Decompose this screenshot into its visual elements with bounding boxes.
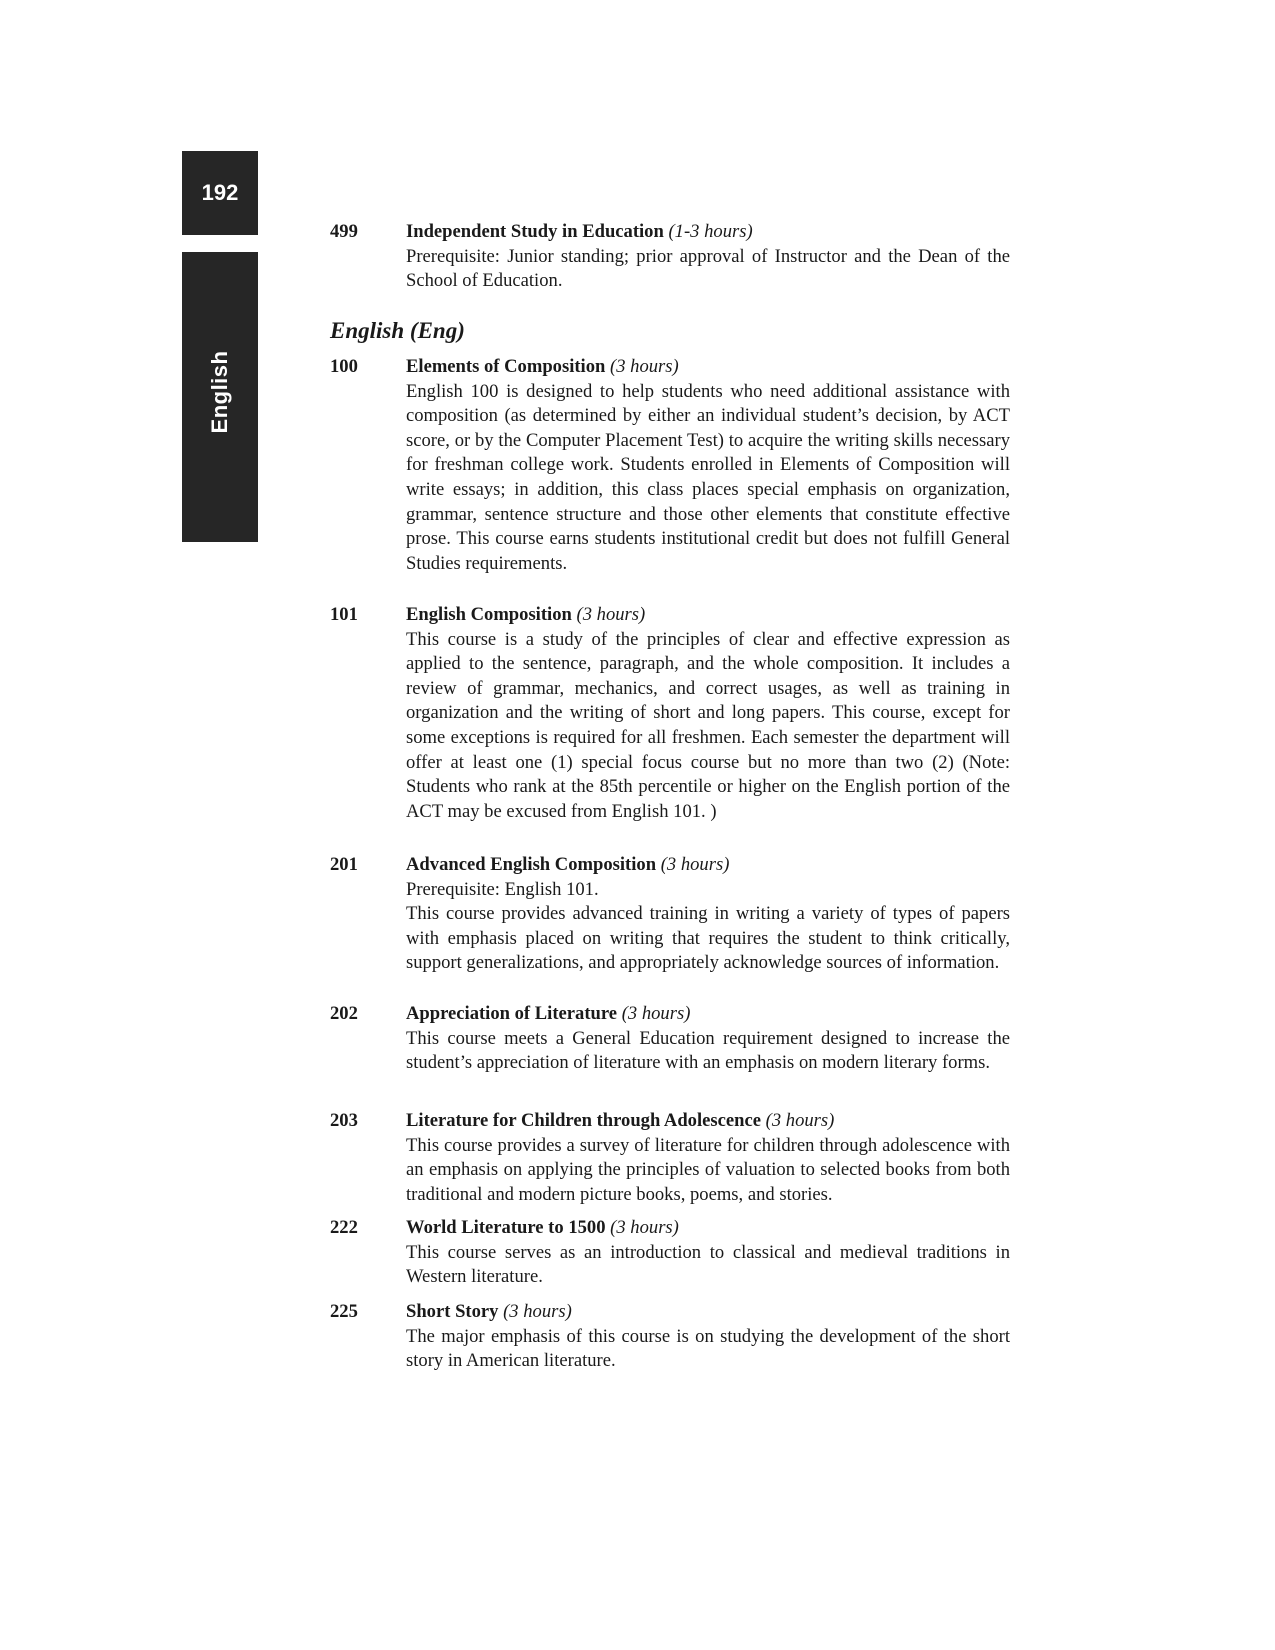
course-number: 201: [330, 854, 358, 875]
course-description: This course meets a General Education requirement designed to increase the student’s appreciation of literature with an emphasis on modern literary forms.: [406, 1027, 1010, 1074]
course-number: 202: [330, 1003, 358, 1024]
course-heading: [406, 1002, 1010, 1027]
course-number: 499: [330, 221, 358, 242]
course-title: Appreciation of Literature: [406, 1003, 618, 1024]
section-heading: English (Eng): [330, 318, 465, 343]
course-description: This course serves as an introduction to classical and medieval traditions in Western literature.: [406, 1241, 1010, 1288]
course-title: Short Story: [406, 1301, 499, 1322]
course-description: This course provides a survey of literature for children through adolescence with an emphasis on applying the principles of valuation to selected books from both traditional and modern picture books, poems, and stories.: [406, 1134, 1010, 1205]
course-number: 203: [330, 1110, 358, 1131]
course-heading: [406, 355, 1010, 380]
page-number: 192: [201, 180, 239, 205]
course-title: Literature for Children through Adolescence: [406, 1110, 761, 1131]
course-title: Independent Study in Education: [406, 221, 664, 242]
course-heading: [406, 603, 1010, 628]
course-entry-101: [330, 603, 1010, 824]
course-entry-202: [330, 1002, 1010, 1076]
page-number-tab: [182, 151, 258, 235]
course-hours: (3 hours): [610, 1217, 679, 1238]
course-title: Elements of Composition: [406, 356, 606, 377]
course-title: English Composition: [406, 604, 572, 625]
section-side-tab: [182, 252, 258, 542]
course-entry-203: [330, 1109, 1010, 1207]
course-number: 222: [330, 1217, 358, 1238]
course-number: 100: [330, 356, 358, 377]
course-prerequisite: Prerequisite: Junior standing; prior approval of Instructor and the Dean of the School of Education.: [406, 245, 1010, 292]
course-title: Advanced English Composition: [406, 854, 657, 875]
course-number: 101: [330, 604, 358, 625]
course-title: World Literature to 1500: [406, 1217, 606, 1238]
course-entry-225: [330, 1300, 1010, 1374]
section-side-tab-label: English: [207, 350, 232, 434]
course-heading: [406, 853, 1010, 878]
course-hours: (3 hours): [576, 604, 646, 625]
course-hours: (3 hours): [765, 1110, 835, 1131]
course-hours: (3 hours): [660, 854, 730, 875]
course-hours: (3 hours): [610, 356, 679, 377]
course-entry-222: [330, 1216, 1010, 1290]
course-entry-201: [330, 853, 1010, 976]
course-prerequisite: Prerequisite: English 101.: [406, 878, 599, 900]
course-heading: [406, 1300, 1010, 1325]
course-description: This course is a study of the principles of clear and effective expression as applied to the sentence, paragraph, and the whole composition. It includes a review of grammar, mechanics, and correct usages, as well as training in organization and the writing of short and long papers. This course, except for some exceptions is required for all freshmen. Each semester the department will offer at least one (1) special focus course but no more than two (2) (Note: Students who rank at the 85th percentile or higher on the English portion of the ACT may be excused from English 101. ): [406, 628, 1010, 822]
course-entry-100: [330, 355, 1010, 576]
course-heading: [406, 220, 1010, 245]
course-number: 225: [330, 1301, 358, 1322]
course-description: This course provides advanced training in writing a variety of types of papers with emphasis placed on writing that requires the student to think critically, support generalizations, and appropriately acknowledge sources of information.: [406, 903, 1010, 974]
course-hours: (3 hours): [621, 1003, 691, 1024]
course-description: The major emphasis of this course is on studying the development of the short story in American literature.: [406, 1325, 1010, 1372]
course-heading: [406, 1109, 1010, 1134]
course-description: English 100 is designed to help students who need additional assistance with composition (as determined by either an individual student’s decision, by ACT score, or by the Computer Placement Test) to acquire the writing skills necessary for freshman college work. Students enrolled in Elements of Composition will write essays; in addition, this class places special emphasis on organization, grammar, sentence structure and those other elements that constitute effective prose. This course earns students institutional credit but does not fulfill General Studies requirements.: [406, 380, 1010, 574]
course-hours: (1-3 hours): [668, 221, 753, 242]
course-entry-499: [330, 220, 1010, 294]
course-heading: [406, 1216, 1010, 1241]
course-hours: (3 hours): [503, 1301, 572, 1322]
